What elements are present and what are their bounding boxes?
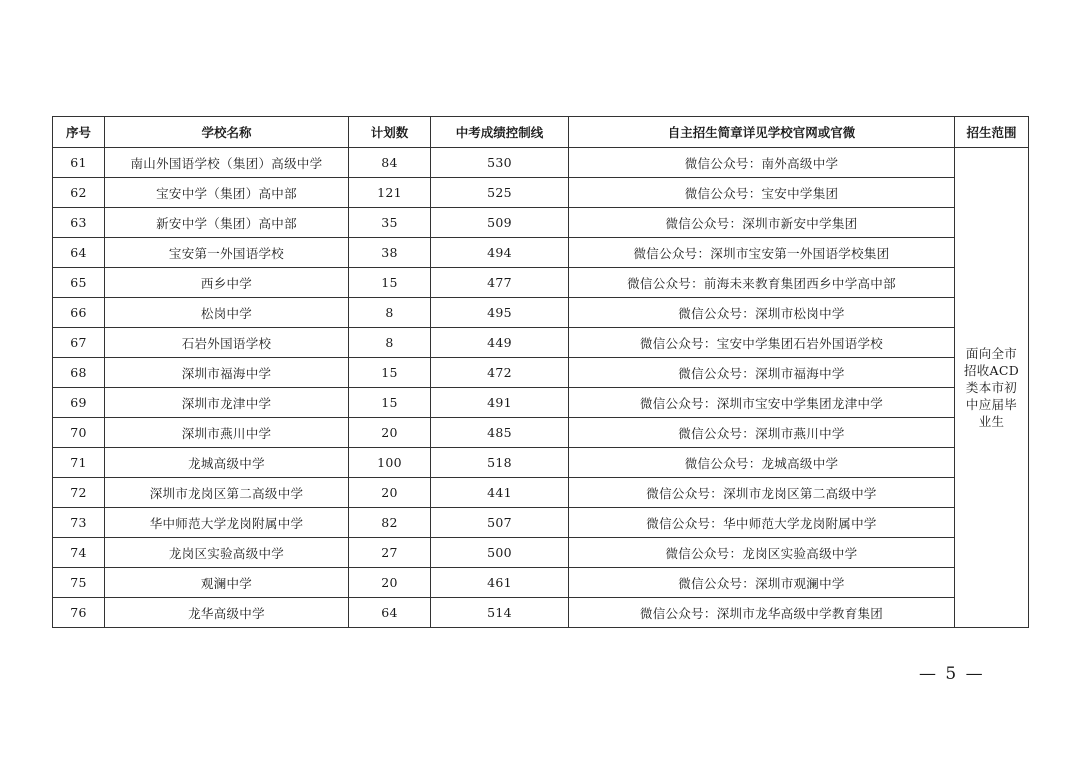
cell-no: 69 (53, 388, 105, 418)
cell-no: 61 (53, 148, 105, 178)
cell-score: 525 (431, 178, 569, 208)
table-row (53, 268, 1029, 298)
cell-score: 494 (431, 238, 569, 268)
header-no: 序号 (53, 117, 105, 148)
cell-score: 485 (431, 418, 569, 448)
table-row (53, 568, 1029, 598)
cell-plan: 20 (349, 568, 431, 598)
cell-plan: 121 (349, 178, 431, 208)
cell-school: 宝安第一外国语学校 (105, 238, 349, 268)
cell-channel: 微信公众号：南外高级中学 (569, 148, 955, 178)
table-row (53, 478, 1029, 508)
cell-channel: 微信公众号：深圳市宝安第一外国语学校集团 (569, 238, 955, 268)
cell-school: 深圳市龙津中学 (105, 388, 349, 418)
cell-no: 63 (53, 208, 105, 238)
cell-no: 64 (53, 238, 105, 268)
cell-channel: 微信公众号：华中师范大学龙岗附属中学 (569, 508, 955, 538)
cell-no: 66 (53, 298, 105, 328)
cell-plan: 82 (349, 508, 431, 538)
cell-score: 500 (431, 538, 569, 568)
cell-school: 松岗中学 (105, 298, 349, 328)
cell-plan: 15 (349, 268, 431, 298)
cell-plan: 84 (349, 148, 431, 178)
table-row (53, 148, 1029, 178)
cell-no: 75 (53, 568, 105, 598)
cell-score: 472 (431, 358, 569, 388)
cell-no: 76 (53, 598, 105, 628)
cell-school: 观澜中学 (105, 568, 349, 598)
cell-school: 龙城高级中学 (105, 448, 349, 478)
cell-channel: 微信公众号：前海未来教育集团西乡中学高中部 (569, 268, 955, 298)
cell-score: 495 (431, 298, 569, 328)
table-row (53, 328, 1029, 358)
table-row (53, 508, 1029, 538)
cell-plan: 8 (349, 328, 431, 358)
table-row (53, 178, 1029, 208)
cell-no: 74 (53, 538, 105, 568)
cell-no: 65 (53, 268, 105, 298)
cell-plan: 20 (349, 478, 431, 508)
cell-plan: 64 (349, 598, 431, 628)
cell-score: 461 (431, 568, 569, 598)
cell-no: 70 (53, 418, 105, 448)
cell-channel: 微信公众号：宝安中学集团石岩外国语学校 (569, 328, 955, 358)
cell-channel: 微信公众号：深圳市燕川中学 (569, 418, 955, 448)
table-row (53, 418, 1029, 448)
cell-score: 441 (431, 478, 569, 508)
table-row (53, 238, 1029, 268)
cell-score: 491 (431, 388, 569, 418)
cell-score: 509 (431, 208, 569, 238)
cell-school: 深圳市龙岗区第二高级中学 (105, 478, 349, 508)
cell-plan: 38 (349, 238, 431, 268)
cell-plan: 20 (349, 418, 431, 448)
cell-plan: 15 (349, 358, 431, 388)
cell-school: 深圳市燕川中学 (105, 418, 349, 448)
table-body (53, 148, 1029, 628)
cell-channel: 微信公众号：深圳市观澜中学 (569, 568, 955, 598)
cell-plan: 100 (349, 448, 431, 478)
cell-plan: 8 (349, 298, 431, 328)
cell-school: 龙华高级中学 (105, 598, 349, 628)
cell-school: 华中师范大学龙岗附属中学 (105, 508, 349, 538)
cell-scope: 面向全市招收ACD类本市初中应届毕业生 (955, 148, 1029, 628)
cell-no: 62 (53, 178, 105, 208)
admissions-table (52, 116, 1029, 628)
cell-channel: 微信公众号：深圳市福海中学 (569, 358, 955, 388)
cell-channel: 微信公众号：龙岗区实验高级中学 (569, 538, 955, 568)
cell-channel: 微信公众号：深圳市宝安中学集团龙津中学 (569, 388, 955, 418)
cell-plan: 27 (349, 538, 431, 568)
cell-no: 72 (53, 478, 105, 508)
header-plan: 计划数 (349, 117, 431, 148)
cell-no: 73 (53, 508, 105, 538)
cell-plan: 35 (349, 208, 431, 238)
cell-channel: 微信公众号：深圳市龙华高级中学教育集团 (569, 598, 955, 628)
cell-no: 68 (53, 358, 105, 388)
page-number: — 5 — (919, 664, 985, 684)
table-row (53, 598, 1029, 628)
cell-plan: 15 (349, 388, 431, 418)
cell-channel: 微信公众号：深圳市松岗中学 (569, 298, 955, 328)
cell-score: 477 (431, 268, 569, 298)
cell-school: 宝安中学（集团）高中部 (105, 178, 349, 208)
header-scope: 招生范围 (955, 117, 1029, 148)
table-header-row (53, 117, 1029, 148)
cell-score: 530 (431, 148, 569, 178)
cell-school: 西乡中学 (105, 268, 349, 298)
table-row (53, 538, 1029, 568)
table-row (53, 388, 1029, 418)
cell-school: 深圳市福海中学 (105, 358, 349, 388)
header-score: 中考成绩控制线 (431, 117, 569, 148)
cell-channel: 微信公众号：深圳市新安中学集团 (569, 208, 955, 238)
cell-no: 71 (53, 448, 105, 478)
table-row (53, 208, 1029, 238)
table-row (53, 358, 1029, 388)
cell-school: 龙岗区实验高级中学 (105, 538, 349, 568)
cell-score: 449 (431, 328, 569, 358)
table-row (53, 298, 1029, 328)
header-school: 学校名称 (105, 117, 349, 148)
cell-score: 518 (431, 448, 569, 478)
cell-school: 石岩外国语学校 (105, 328, 349, 358)
table-row (53, 448, 1029, 478)
cell-channel: 微信公众号：宝安中学集团 (569, 178, 955, 208)
cell-score: 514 (431, 598, 569, 628)
cell-channel: 微信公众号：深圳市龙岗区第二高级中学 (569, 478, 955, 508)
cell-school: 新安中学（集团）高中部 (105, 208, 349, 238)
cell-no: 67 (53, 328, 105, 358)
cell-school: 南山外国语学校（集团）高级中学 (105, 148, 349, 178)
cell-score: 507 (431, 508, 569, 538)
cell-channel: 微信公众号：龙城高级中学 (569, 448, 955, 478)
header-channel: 自主招生简章详见学校官网或官微 (569, 117, 955, 148)
